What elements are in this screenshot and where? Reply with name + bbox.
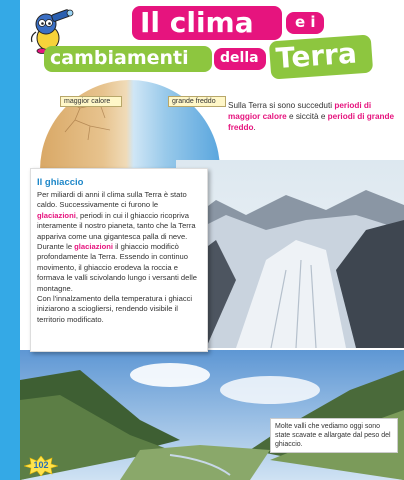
intro-highlight-hot: periodi di maggior calore [228,101,372,121]
intro-part3: . [253,123,256,132]
ice-p2b: il ghiaccio modificò profondamente la Terra. Essendo in continuo movimento, il ghiaccio erodeva la roccia e formava le valli scivolando lungo i versanti delle montagne. [37,242,197,293]
ice-p2-highlight: glaciazioni [74,242,113,252]
title-clima-box [132,6,282,40]
valley-photo [20,350,404,480]
title-terra-box [269,34,373,79]
intro-text [228,100,396,133]
sidebar-strip [0,0,20,480]
valley-caption: Molte valli che vediamo oggi sono state scavate e allargate dal peso del ghiaccio. [270,418,398,453]
title-della-box [214,48,266,70]
label-maggior-calore: maggior calore [60,96,122,107]
title-line2 [44,38,374,78]
ice-p2a: Durante le [37,242,73,252]
title-della: della [220,50,259,66]
ice-textbox [30,168,208,352]
title-cambiamenti: cambiamenti [50,47,189,69]
ice-p3: Con l'innalzamento della temperatura i ghiacci iniziarono a sciogliersi, rendendo visibile il territorio modificato. [37,294,193,324]
ice-body [37,190,201,325]
title-ei: e i [295,13,316,31]
earth-illustration [30,80,230,170]
title-cambiamenti-box [44,46,212,72]
ice-p1b: , periodi in cui il ghiaccio ricopriva interamente il nostro pianeta, tanto che la Terra appariva come una gigantesca palla di neve. [37,210,196,241]
page-number: 102 [33,460,49,470]
ice-heading: Il ghiaccio [37,177,84,188]
intro-part1: Sulla Terra si sono succeduti [228,101,333,110]
intro-part2: e siccità e [288,112,326,121]
page-number-badge [24,456,58,476]
ice-p1-highlight: glaciazioni [37,210,76,220]
ice-p1a: Per miliardi di anni il clima sulla Terra è stato caldo. Successivamente ci furono le [37,190,187,210]
label-grande-freddo: grande freddo [168,96,226,107]
title-clima: Il clima [140,6,254,39]
intro-highlight-cold: periodi di grande freddo [228,112,395,132]
title-terra: Terra [274,36,358,76]
title-line1 [132,6,328,40]
title-ei-box [286,12,324,34]
glacier-photo [176,160,404,348]
